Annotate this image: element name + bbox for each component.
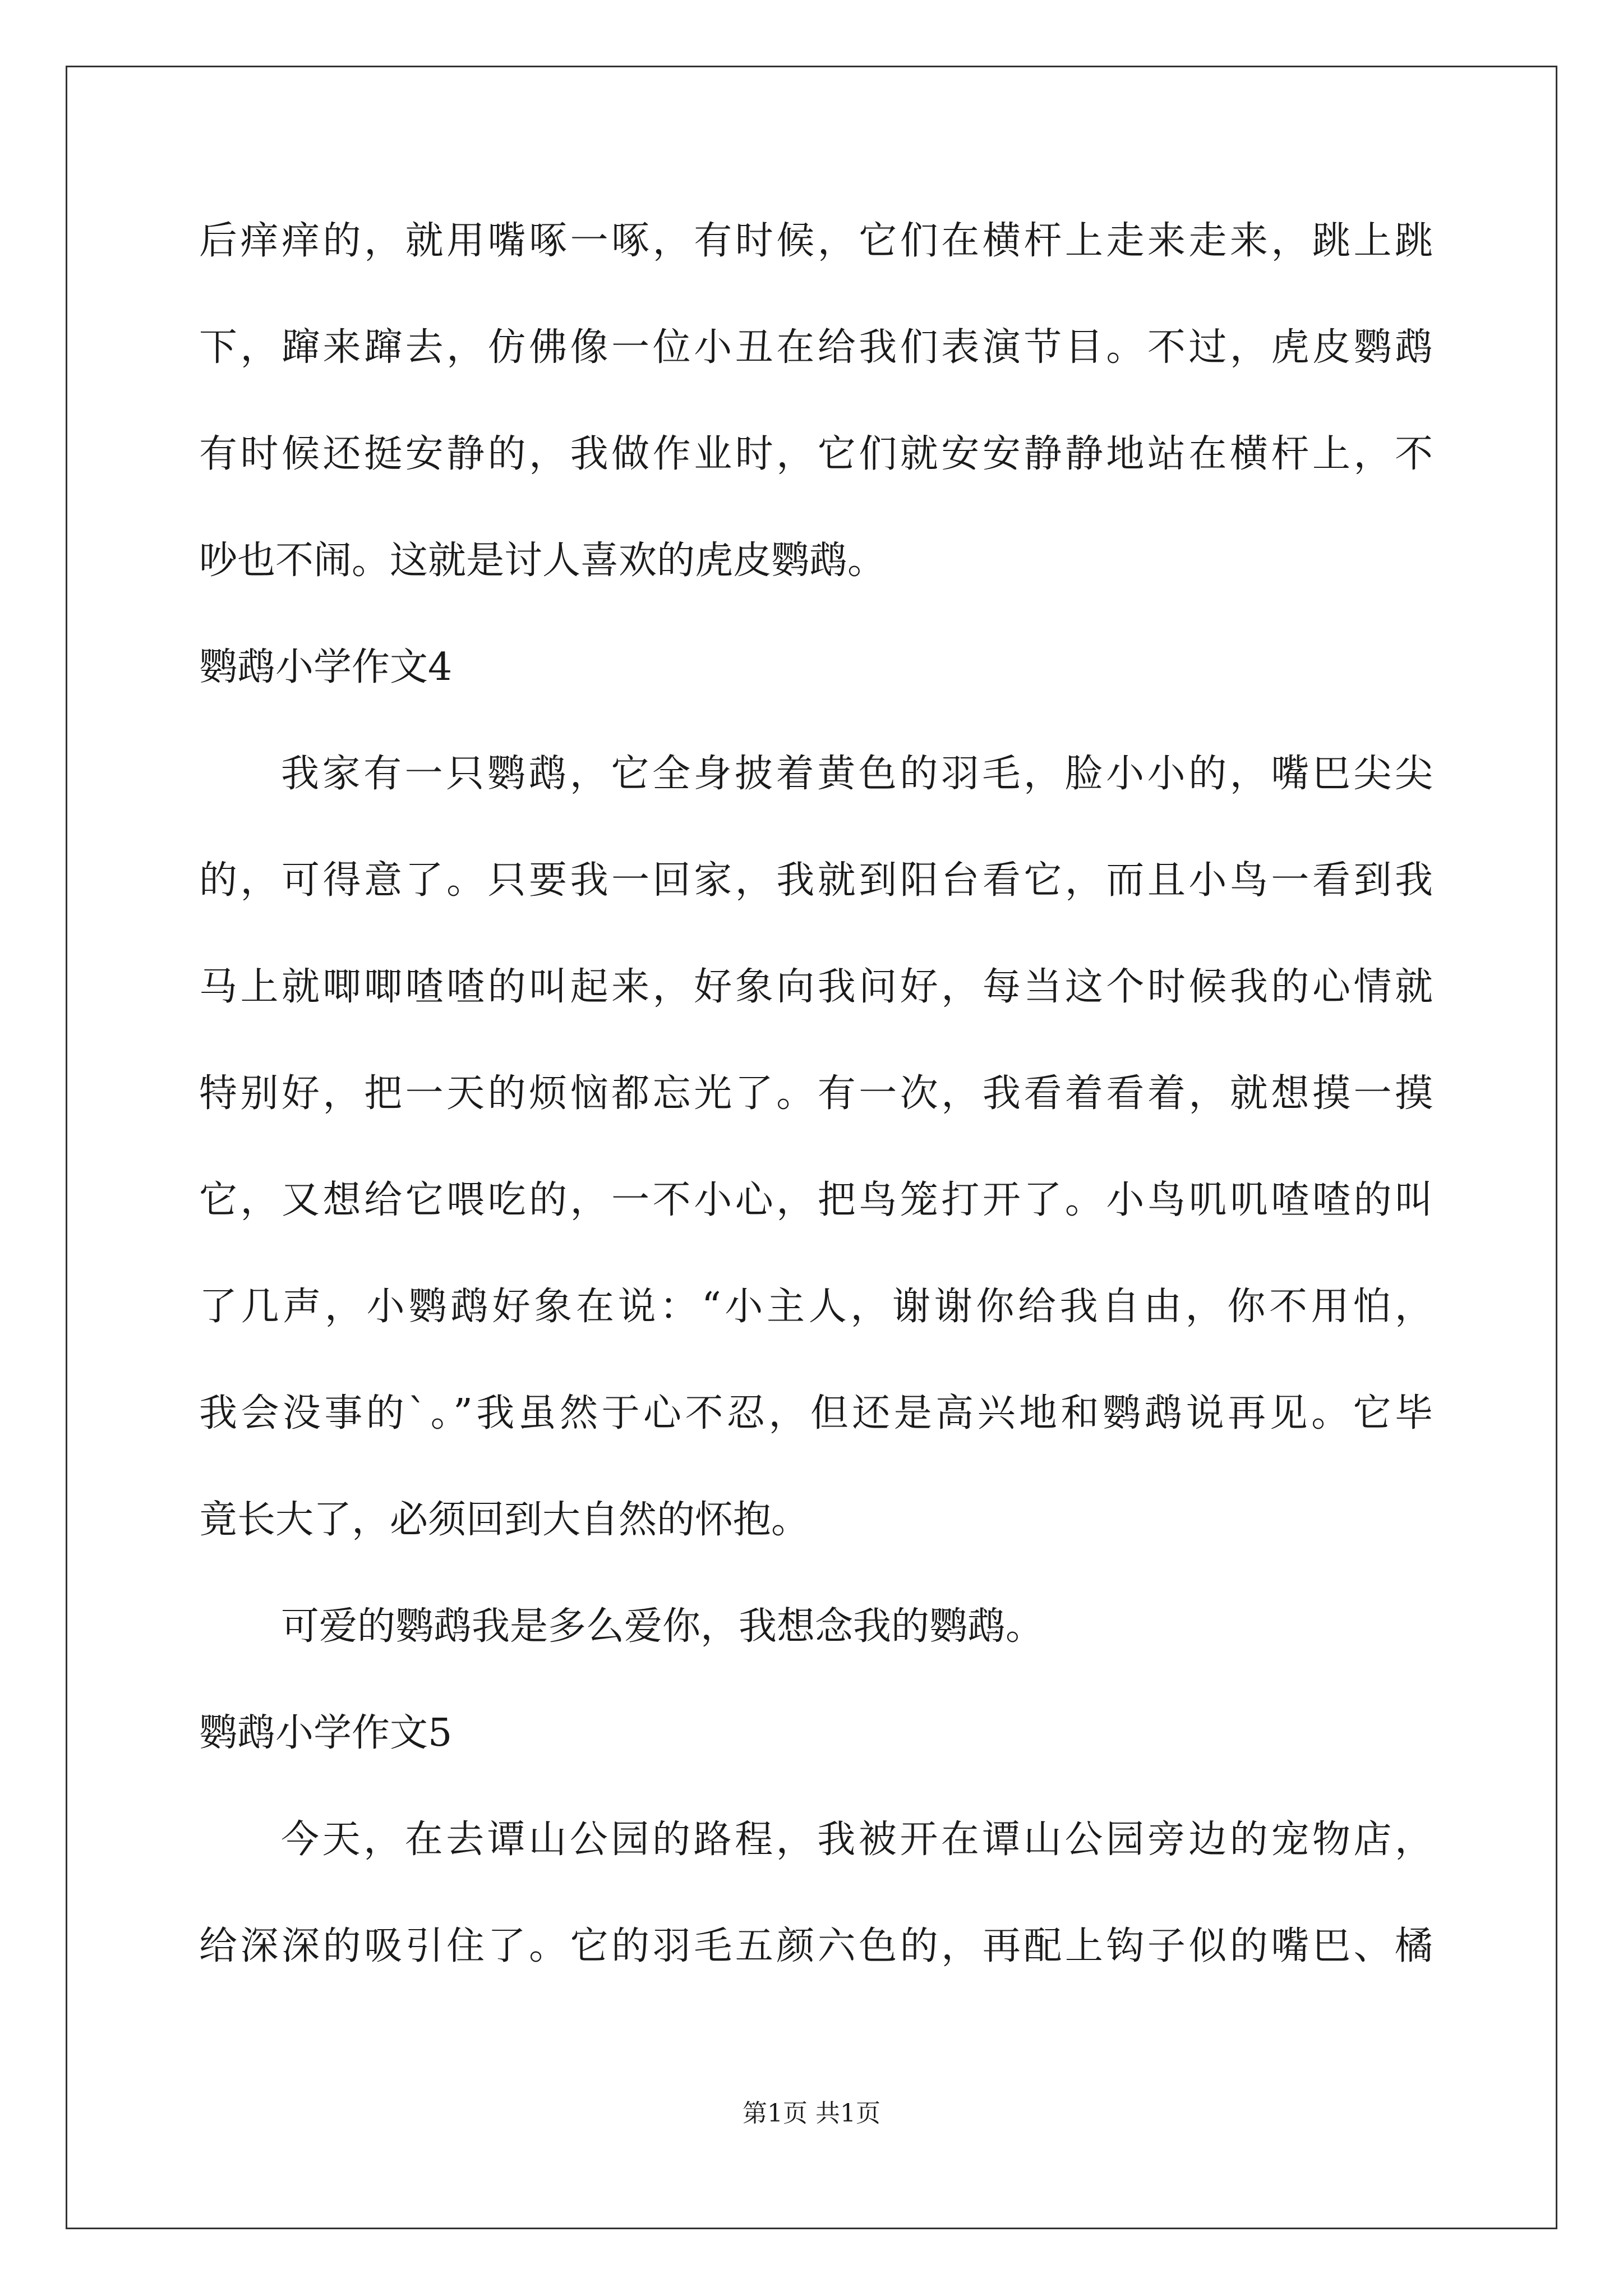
text-line: 了几声，小鹦鹉好象在说：“小主人，谢谢你给我自由，你不用怕， bbox=[199, 1285, 1433, 1329]
text-line: 我家有一只鹦鹉，它全身披着黄色的羽毛，脸小小的，嘴巴尖尖 bbox=[281, 752, 1433, 796]
text-line: 有时候还挺安静的，我做作业时，它们就安安静静地站在横杆上，不 bbox=[199, 432, 1433, 476]
text-line: 竟长大了，必须回到大自然的怀抱。 bbox=[199, 1498, 810, 1542]
text-line: 的，可得意了。只要我一回家，我就到阳台看它，而且小鸟一看到我 bbox=[199, 858, 1433, 903]
text-line: 马上就唧唧喳喳的叫起来，好象向我问好，每当这个时候我的心情就 bbox=[199, 965, 1433, 1009]
text-line: 鹦鹉小学作文5 bbox=[199, 1711, 453, 1755]
text-line: 给深深的吸引住了。它的羽毛五颜六色的，再配上钩子似的嘴巴、橘 bbox=[199, 1924, 1433, 1968]
text-line: 它，又想给它喂吃的，一不小心，把鸟笼打开了。小鸟叽叽喳喳的叫 bbox=[199, 1178, 1433, 1222]
text-line: 下，蹿来蹿去，仿佛像一位小丑在给我们表演节目。不过，虎皮鹦鹉 bbox=[199, 325, 1433, 370]
text-line: 后痒痒的，就用嘴啄一啄，有时候，它们在横杆上走来走来，跳上跳 bbox=[199, 219, 1433, 263]
text-line: 我会没事的`。”我虽然于心不忍，但还是高兴地和鹦鹉说再见。它毕 bbox=[199, 1391, 1433, 1435]
document-body bbox=[199, 213, 1433, 2025]
text-line: 可爱的鹦鹉我是多么爱你，我想念我的鹦鹉。 bbox=[281, 1604, 1044, 1649]
text-line: 今天，在去谭山公园的路程，我被开在谭山公园旁边的宠物店， bbox=[281, 1818, 1433, 1862]
text-line: 特别好，把一天的烦恼都忘光了。有一次，我看着看着，就想摸一摸 bbox=[199, 1071, 1433, 1116]
page-footer: 第1页 共1页 bbox=[743, 2099, 880, 2128]
text-line: 鹦鹉小学作文4 bbox=[199, 645, 453, 689]
text-line: 吵也不闹。这就是讨人喜欢的虎皮鹦鹉。 bbox=[199, 539, 886, 583]
